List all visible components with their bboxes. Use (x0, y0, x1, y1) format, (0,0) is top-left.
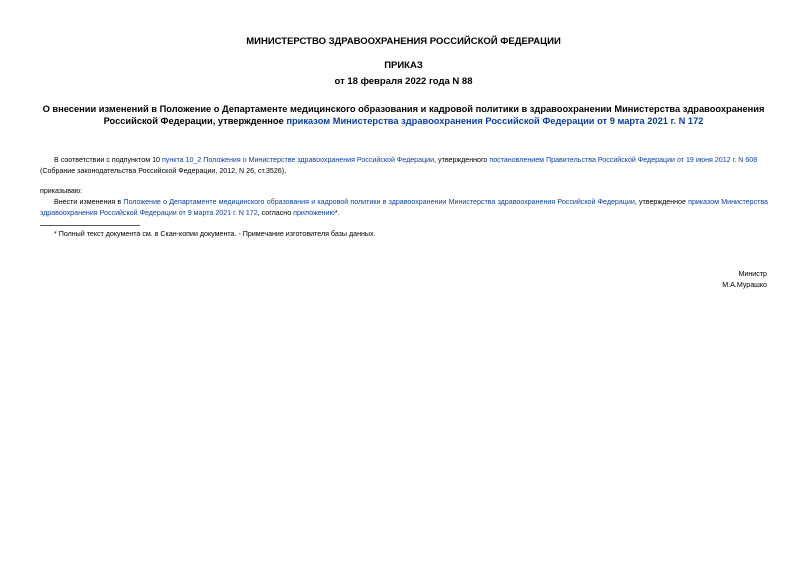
body-text-1: Внести изменения в (54, 198, 124, 206)
link-regulation-point[interactable]: пункта 10_2 Положения о Министерстве здравоохранения Российской Федерации (161, 156, 435, 164)
ministry-heading: МИНИСТЕРСТВО ЗДРАВООХРАНЕНИЯ РОССИЙСКОЙ ФЕДЕРАЦИИ (246, 36, 561, 47)
basis-paragraph (40, 155, 768, 176)
date-number-heading: от 18 февраля 2022 года N 88 (334, 76, 473, 87)
footnote: * Полный текст документа см. в Скан-копии документа. - Примечание изготовителя базы данных. (54, 230, 376, 238)
footnote-separator (40, 225, 140, 226)
link-order-172[interactable]: приказом Министерства здравоохранения Российской Федерации от 9 марта 2021 г. N 172 (40, 198, 769, 217)
body-text-3: , согласно (257, 208, 294, 217)
order-word: приказываю: (40, 187, 83, 195)
link-department-regulation[interactable]: Положение о Департаменте медицинского образования и кадровой политики в здравоохранении Министерства здравоохранения Российской Федерации (123, 198, 635, 206)
document-type-heading: ПРИКАЗ (384, 60, 423, 71)
basis-text-2: , утвержденного (434, 156, 490, 164)
body-text-2: , утвержденное (634, 198, 689, 206)
body-paragraph (40, 197, 768, 218)
link-appendix[interactable]: приложению (293, 208, 335, 217)
signatory-position: Министр (738, 270, 767, 278)
title-link-order-172[interactable]: приказом Министерства здравоохранения Российской Федерации от 9 марта 2021 г. N 172 (286, 116, 704, 126)
signatory-name: М.А.Мурашко (722, 281, 767, 289)
basis-text-1: В соответствии с подпунктом 10 (54, 156, 162, 164)
title-text: О внесении изменений в Положение о Департаменте медицинского образования и кадровой политики в здравоохранении Министерства здравоохранения Российской Федерации, утвержденное (42, 104, 765, 126)
basis-text-3: (Собрание законодательства Российской Федерации, 2012, N 26, ст.3526), (40, 166, 287, 175)
document-title (40, 103, 767, 127)
link-government-resolution[interactable]: постановлением Правительства Российской Федерации от 19 июня 2012 г. N 608 (489, 156, 758, 164)
body-text-4: *. (334, 208, 340, 217)
